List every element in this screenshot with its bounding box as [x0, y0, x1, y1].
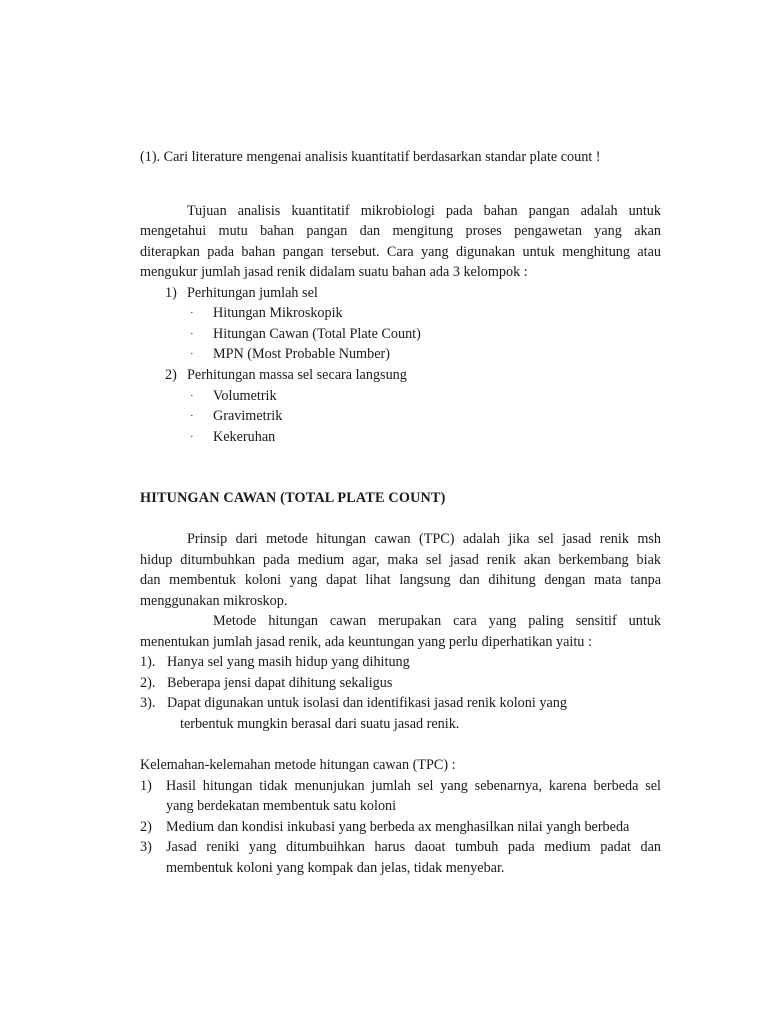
group-2-item-1: Volumetrik [213, 388, 277, 404]
group-1-item-3: MPN (Most Probable Number) [213, 346, 390, 362]
group-1-label: Perhitungan jumlah sel [187, 285, 318, 301]
weakness-1-number: 1) [140, 778, 152, 794]
principle-line-1: Prinsip dari metode hitungan cawan (TPC) adalah jika sel jasad renik msh [187, 531, 661, 547]
weakness-3-number: 3) [140, 839, 152, 855]
bullet-icon: · [190, 390, 194, 402]
method-line-2: menentukan jumlah jasad renik, ada keuntungan yang perlu diperhatikan yaitu : [140, 634, 592, 650]
group-1-number: 1) [165, 285, 177, 301]
group-2-item-2: Gravimetrik [213, 408, 283, 424]
advantage-1-number: 1). [140, 654, 156, 670]
advantage-2-number: 2). [140, 675, 156, 691]
group-1-item-1: Hitungan Mikroskopik [213, 305, 343, 321]
weakness-3-line-1: Jasad reniki yang ditumbuihkan harus daoat tumbuh pada medium padat dan [166, 839, 661, 855]
bullet-icon: · [190, 431, 194, 443]
principle-line-3: dan membentuk koloni yang dapat lihat langsung dan dihitung dengan mata tanpa [140, 572, 661, 588]
bullet-icon: · [190, 410, 194, 422]
weakness-heading: Kelemahan-kelemahan metode hitungan cawan (TPC) : [140, 757, 456, 773]
bullet-icon: · [190, 348, 194, 360]
intro-line-4: mengukur jumlah jasad renik didalam suatu bahan ada 3 kelompok : [140, 264, 528, 280]
weakness-1-line-2: yang berdekatan membentuk satu koloni [166, 798, 397, 814]
principle-line-2: hidup ditumbuhkan pada medium agar, maka sel jasad renik akan berkembang biak [140, 552, 661, 568]
group-1-item-2: Hitungan Cawan (Total Plate Count) [213, 326, 421, 342]
intro-line-1: Tujuan analisis kuantitatif mikrobiologi pada bahan pangan adalah untuk [187, 203, 661, 219]
group-2-number: 2) [165, 367, 177, 383]
weakness-2-line-1: Medium dan kondisi inkubasi yang berbeda ax menghasilkan nilai yangh berbeda [166, 819, 630, 835]
group-2-item-3: Kekeruhan [213, 429, 276, 445]
advantage-2-text: Beberapa jensi dapat dihitung sekaligus [167, 675, 393, 691]
group-2-label: Perhitungan massa sel secara langsung [187, 367, 407, 383]
principle-line-4: menggunakan mikroskop. [140, 593, 288, 609]
section-heading: HITUNGAN CAWAN (TOTAL PLATE COUNT) [140, 490, 446, 506]
intro-line-2: mengetahui mutu bahan pangan dan mengitung proses pengawetan yang akan [140, 223, 661, 239]
weakness-2-number: 2) [140, 819, 152, 835]
intro-line-3: diterapkan pada bahan pangan tersebut. Cara yang digunakan untuk menghitung atau [140, 244, 661, 260]
bullet-icon: · [190, 328, 194, 340]
bullet-icon: · [190, 307, 194, 319]
advantage-3-continuation: terbentuk mungkin berasal dari suatu jasad renik. [180, 716, 460, 732]
method-line-1: Metode hitungan cawan merupakan cara yang paling sensitif untuk [213, 613, 661, 629]
advantage-3-number: 3). [140, 695, 156, 711]
advantage-1-text: Hanya sel yang masih hidup yang dihitung [167, 654, 410, 670]
question-line: (1). Cari literature mengenai analisis kuantitatif berdasarkan standar plate count ! [140, 149, 601, 165]
advantage-3-text: Dapat digunakan untuk isolasi dan identifikasi jasad renik koloni yang [167, 695, 567, 711]
weakness-1-line-1: Hasil hitungan tidak menunjukan jumlah sel yang sebenarnya, karena berbeda sel [166, 778, 661, 794]
weakness-3-line-2: membentuk koloni yang kompak dan jelas, tidak menyebar. [166, 860, 505, 876]
